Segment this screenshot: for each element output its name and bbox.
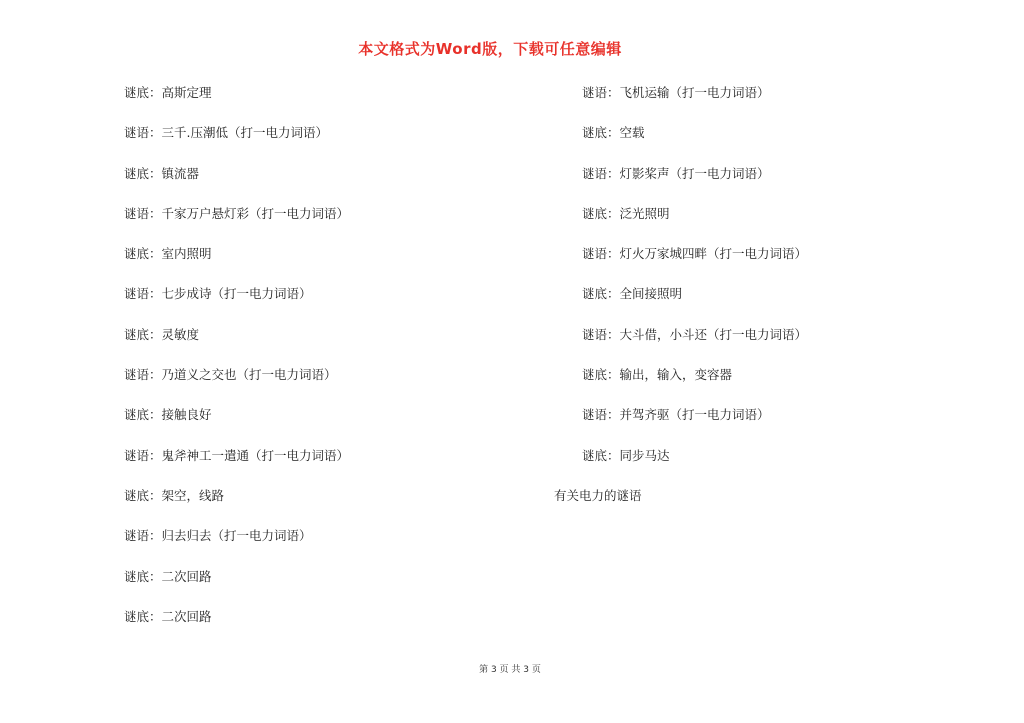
riddle-line: 谜底：灵敏度 <box>124 326 200 342</box>
riddle-line: 谜底：接触良好 <box>124 407 212 423</box>
riddle-line: 谜底：全间接照明 <box>582 286 683 302</box>
riddle-line: 谜语：大斗借，小斗还（打一电力词语） <box>582 326 808 342</box>
riddle-line: 谜语：七步成诗（打一电力词语） <box>124 286 312 302</box>
riddle-line: 谜语：乃道义之交也（打一电力词语） <box>124 367 337 383</box>
section-title-note: 有关电力的谜语 <box>554 488 642 503</box>
riddle-line: 谜底：室内照明 <box>124 246 212 262</box>
left-column <box>124 84 349 648</box>
riddle-line: 谜语：灯影桨声（打一电力词语） <box>582 165 770 181</box>
riddle-line: 谜语：三千.压潮低（打一电力词语） <box>124 125 328 141</box>
riddle-line: 谜语：飞机运输（打一电力词语） <box>582 85 770 100</box>
riddle-line: 谜语：鬼斧神工一遣通（打一电力词语） <box>124 447 350 463</box>
riddle-line: 谜底：同步马达 <box>582 447 670 463</box>
riddle-line: 谜底：输出，输入，变容器 <box>582 367 733 383</box>
riddle-line: 谜语：归去归去（打一电力词语） <box>124 528 312 544</box>
riddle-line: 谜底：空载 <box>582 125 645 141</box>
riddle-line: 谜语：千家万户悬灯彩（打一电力词语） <box>124 205 350 221</box>
riddle-line: 谜底：镇流器 <box>124 165 200 181</box>
document-header-banner: 本文格式为Word版，下载可任意编辑 <box>358 40 622 58</box>
riddle-line: 谜底：二次回路 <box>124 568 212 584</box>
riddle-line: 谜语：并驾齐驱（打一电力词语） <box>582 407 770 423</box>
riddle-line: 谜底：架空，线路 <box>124 487 225 503</box>
riddle-line: 谜底：高斯定理 <box>124 85 212 100</box>
riddle-line: 谜底：二次回路 <box>124 608 212 624</box>
riddle-line: 谜语：灯火万家城四畔（打一电力词语） <box>582 246 808 262</box>
riddle-line: 谜底：泛光照明 <box>582 205 670 221</box>
right-column <box>582 84 807 487</box>
page-number-footer: 第 3 页 共 3 页 <box>479 665 541 675</box>
